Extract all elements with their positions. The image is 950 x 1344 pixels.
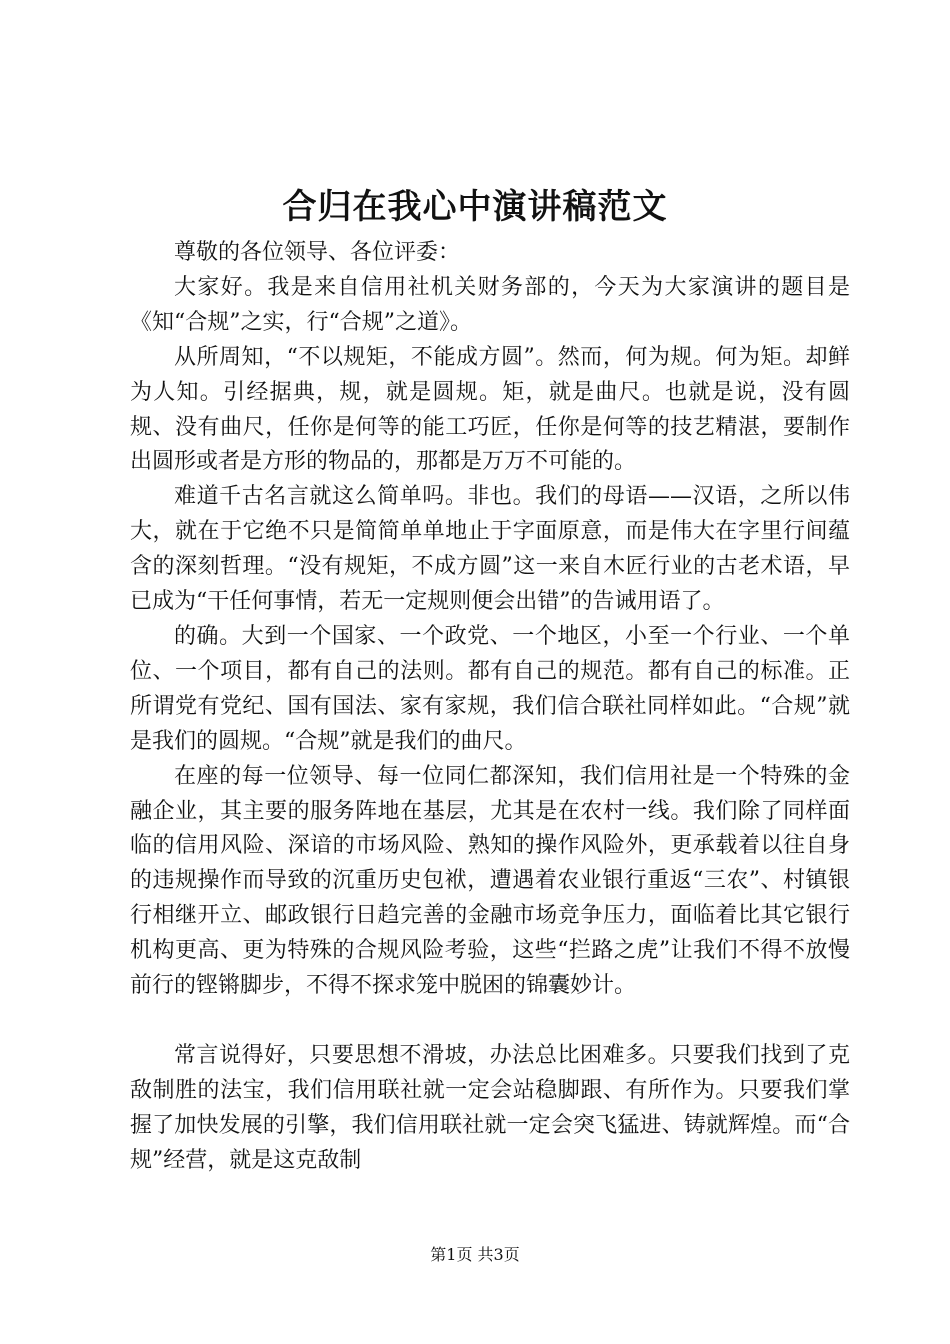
document-body — [130, 236, 850, 1178]
page-footer: 第1页 共3页 — [430, 1245, 520, 1264]
salutation-paragraph: 尊敬的各位领导、各位评委： — [174, 240, 461, 265]
document-title: 合归在我心中演讲稿范文 — [282, 187, 668, 227]
body-paragraph: 难道千古名言就这么简单吗。非也。我们的母语——汉语，之所以伟大，就在于它绝不只是简简单单地止于字面原意，而是伟大在字里行间蕴含的深刻哲理。“没有规矩，不成方圆”这一来自木匠行业的古老术语，早已成为“干任何事情，若无一定规则便会出错”的告诫用语了。 — [130, 484, 850, 615]
body-paragraph: 常言说得好，只要思想不滑坡，办法总比困难多。只要我们找到了克敌制胜的法宝，我们信用联社就一定会站稳脚跟、有所作为。只要我们掌握了加快发展的引擎，我们信用联社就一定会突飞猛进、铸就辉煌。而“合规”经营，就是这克敌制 — [130, 1042, 850, 1173]
body-paragraph: 在座的每一位领导、每一位同仁都深知，我们信用社是一个特殊的金融企业，其主要的服务阵地在基层，尤其是在农村一线。我们除了同样面临的信用风险、深谙的市场风险、熟知的操作风险外，更承载着以往自身的违规操作而导致的沉重历史包袱，遭遇着农业银行重返“三农”、村镇银行相继开立、邮政银行日趋完善的金融市场竞争压力，面临着比其它银行机构更高、更为特殊的合规风险考验，这些“拦路之虎”让我们不得不放慢前行的铿锵脚步，不得不探求笼中脱困的锦囊妙计。 — [130, 763, 850, 999]
greeting-paragraph: 大家好。我是来自信用社机关财务部的，今天为大家演讲的题目是《知“合规”之实，行“合规”之道》。 — [130, 274, 850, 335]
body-paragraph: 从所周知，“不以规矩，不能成方圆”。然而，何为规。何为矩。却鲜为人知。引经据典，规，就是圆规。矩，就是曲尺。也就是说，没有圆规、没有曲尺，任你是何等的能工巧匠，任你是何等的技艺精湛，要制作出圆形或者是方形的物品的，那都是万万不可能的。 — [130, 344, 850, 475]
body-paragraph: 的确。大到一个国家、一个政党、一个地区，小至一个行业、一个单位、一个项目，都有自己的法则。都有自己的规范。都有自己的标准。正所谓党有党纪、国有国法、家有家规，我们信合联社同样如此。“合规”就是我们的圆规。“合规”就是我们的曲尺。 — [130, 623, 850, 754]
